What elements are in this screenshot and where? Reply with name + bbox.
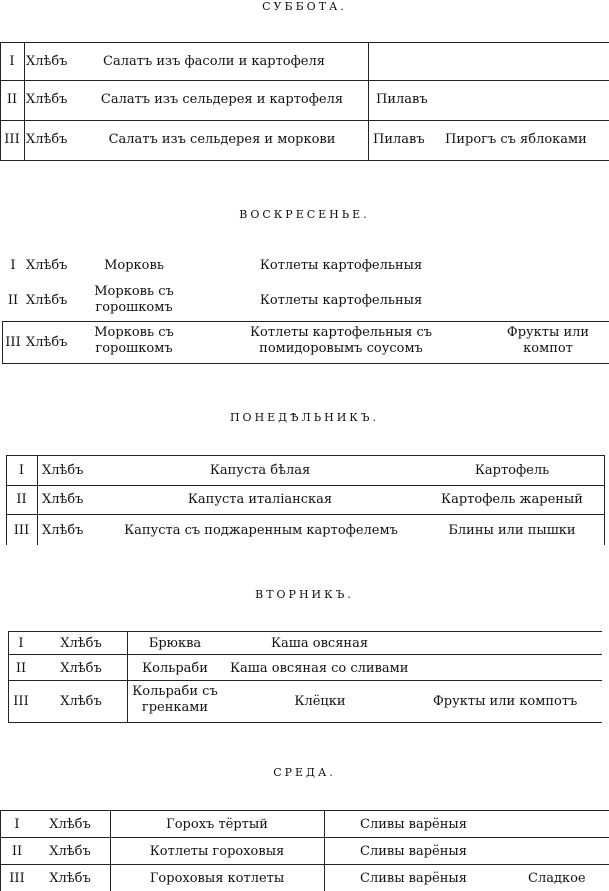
monday-row-1-dish2: Картофель <box>474 463 550 478</box>
tuesday-row-2-dish2: Каша овсяная со сливами <box>230 661 409 676</box>
tuesday-rule <box>8 680 602 681</box>
wednesday-row-3-bread: Хлѣбъ <box>49 871 91 886</box>
wednesday-row-1-bread: Хлѣбъ <box>49 817 91 832</box>
sunday-row-1-num: I <box>10 258 16 273</box>
monday-row-2-bread: Хлѣбъ <box>42 492 84 507</box>
saturday-row-1-num: I <box>9 54 15 69</box>
tuesday-rule-bottom <box>8 722 602 723</box>
sunday-heading: ВОСКРЕСЕНЬЕ. <box>239 208 370 221</box>
wednesday-row-3-dish1: Гороховыя котлеты <box>149 871 285 886</box>
sunday-row-2-dish2: Котлеты картофельныя <box>259 293 423 308</box>
wednesday-row-2-num: II <box>11 844 23 859</box>
saturday-rule <box>0 120 609 121</box>
sunday-row-3-dish2: Котлеты картофельныя съ помидоровымъ соусомъ <box>249 325 433 356</box>
monday-row-3-num: III <box>13 523 30 538</box>
monday-row-3-dish2: Блины или пышки <box>448 523 576 538</box>
sunday-rule-bottom <box>2 363 609 364</box>
monday-row-2-num: II <box>16 492 27 507</box>
monday-row-2-dish1: Капуста италiанская <box>187 492 333 507</box>
wednesday-row-2-dish2: Сливы варёныя <box>360 844 467 859</box>
tuesday-heading: ВТОРНИКЪ. <box>255 588 354 601</box>
saturday-row-2-dish1: Салатъ изъ сельдерея и картофеля <box>100 92 344 107</box>
monday-col-divider <box>37 455 38 545</box>
monday-row-1-num: I <box>18 463 25 478</box>
saturday-rule-bottom <box>0 160 609 161</box>
monday-border-right <box>604 455 605 545</box>
sunday-row-1-bread: Хлѣбъ <box>26 258 68 273</box>
saturday-col-divider <box>368 42 369 160</box>
sunday-row-3-dish3: Фрукты или компот <box>506 325 590 356</box>
wednesday-rule <box>0 837 609 838</box>
monday-heading: ПОНЕДѢЛЬНИКЪ. <box>229 411 380 424</box>
saturday-row-3-dish3: Пирогъ съ яблоками <box>445 132 587 147</box>
wednesday-row-3-num: III <box>9 871 25 886</box>
monday-rule <box>6 485 605 486</box>
tuesday-rule-top <box>8 631 602 632</box>
saturday-row-1-dish1: Салатъ изъ фасоли и картофеля <box>103 54 325 69</box>
sunday-row-3-num: III <box>5 335 21 350</box>
saturday-row-3-num: III <box>4 132 20 147</box>
tuesday-row-3-dish1: Кольраби съ гренками <box>132 684 218 715</box>
saturday-row-2-dish2: Пилавъ <box>376 92 428 107</box>
monday-row-2-dish2: Картофель жареный <box>441 492 583 507</box>
tuesday-rule <box>8 654 602 655</box>
saturday-rule <box>0 80 609 81</box>
sunday-row-1-dish2: Котлеты картофельныя <box>259 258 423 273</box>
tuesday-row-2-num: II <box>15 661 27 676</box>
wednesday-row-2-bread: Хлѣбъ <box>49 844 91 859</box>
wednesday-row-3-dish3: Сладкое <box>528 871 586 886</box>
monday-row-1-dish1: Капуста бѣлая <box>209 463 311 478</box>
saturday-row-3-dish1: Салатъ изъ сельдерея и моркови <box>108 132 336 147</box>
sunday-row-2-bread: Хлѣбъ <box>26 293 68 308</box>
tuesday-row-1-num: I <box>18 636 24 651</box>
sunday-row-3-bread: Хлѣбъ <box>26 335 68 350</box>
saturday-row-3-dish2: Пилавъ <box>373 132 425 147</box>
tuesday-row-1-dish1: Брюква <box>148 636 202 651</box>
sunday-row-2-dish1: Морковь съ горошкомъ <box>94 284 174 315</box>
saturday-rule-top <box>0 42 609 43</box>
tuesday-row-1-bread: Хлѣбъ <box>60 636 102 651</box>
tuesday-row-1-dish2: Каша овсяная <box>271 636 369 651</box>
tuesday-row-3-dish2: Клёцки <box>294 694 346 709</box>
monday-row-3-bread: Хлѣбъ <box>42 523 84 538</box>
tuesday-row-3-dish3: Фрукты или компотъ <box>433 694 578 709</box>
wednesday-rule-top <box>0 810 609 811</box>
wednesday-row-1-num: I <box>14 817 20 832</box>
saturday-heading: СУББОТА. <box>262 0 347 13</box>
monday-row-1-bread: Хлѣбъ <box>42 463 84 478</box>
tuesday-row-3-num: III <box>13 694 29 709</box>
saturday-row-1-bread: Хлѣбъ <box>26 54 68 69</box>
sunday-row-2-num: II <box>7 293 19 308</box>
wednesday-row-2-dish1: Котлеты гороховыя <box>149 844 285 859</box>
sunday-row-1-dish1: Морковь <box>104 258 164 273</box>
wednesday-row-3-dish2: Сливы варёныя <box>360 871 467 886</box>
tuesday-row-2-dish1: Кольраби <box>142 661 208 676</box>
saturday-row-3-bread: Хлѣбъ <box>26 132 68 147</box>
monday-rule <box>6 514 605 515</box>
tuesday-row-2-bread: Хлѣбъ <box>60 661 102 676</box>
wednesday-row-1-dish1: Горохъ тёртый <box>166 817 268 832</box>
wednesday-col-divider <box>324 810 325 891</box>
saturday-col-divider <box>24 42 25 160</box>
wednesday-rule <box>0 864 609 865</box>
sunday-rule <box>2 321 609 322</box>
sunday-row-3-dish1: Морковь съ горошкомъ <box>94 325 174 356</box>
saturday-row-2-bread: Хлѣбъ <box>26 92 68 107</box>
monday-rule-top <box>6 455 605 456</box>
wednesday-heading: СРЕДА. <box>273 766 336 779</box>
monday-row-3-dish1: Капуста съ поджаренным картофелемъ <box>124 523 398 538</box>
saturday-row-2-num: II <box>6 92 18 107</box>
wednesday-row-1-dish2: Сливы варёныя <box>360 817 467 832</box>
tuesday-row-3-bread: Хлѣбъ <box>60 694 102 709</box>
